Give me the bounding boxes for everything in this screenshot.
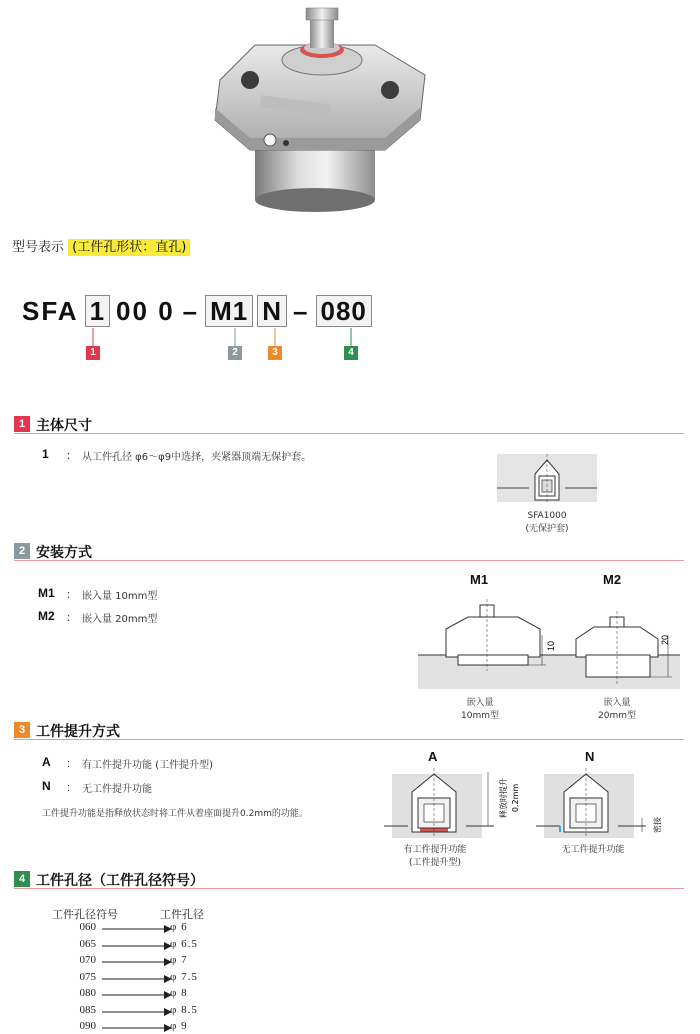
arrow-right-icon [102,957,172,967]
bore-row [60,1003,260,1019]
model-code-text: SFA [22,295,79,326]
bore-row [60,970,260,986]
mount-code-m1: M1 [38,586,55,600]
lift-side-label-n1: 密接 [653,817,662,833]
lift-code-n: N [42,779,51,793]
bore-row-code: 080 [79,987,96,999]
model-code [18,294,374,328]
arrow-right-icon [102,974,172,984]
mount-desc-m2: 嵌入量 20mm型 [82,614,158,625]
bore-row-code: 085 [79,1003,96,1016]
fig-caption-line: (工件提升型) [408,858,462,868]
bore-row-code: 070 [79,954,96,966]
mounting-figure [418,595,680,691]
lift-side-label-a1: 释放时提升 [499,778,508,818]
bore-row [60,920,260,936]
lift-desc-a: 有工件提升功能 (工件提升型) [82,760,213,771]
fig-caption-line: 有工件提升功能 [403,845,467,855]
section-title: 安装方式 [36,545,92,561]
mount-dim-m2: 20 [660,634,670,645]
section-title: 主体尺寸 [36,418,92,434]
mount-code-m2: M2 [38,609,55,623]
arrow-right-icon [102,1007,172,1017]
fig-caption-line: SFA1000 [527,511,567,521]
section-title: 工件提升方式 [36,724,120,740]
mount-fig-label-m1: M1 [470,572,489,587]
section-title: 工件孔径（工件孔径符号） [36,873,204,889]
model-code-text: – [182,295,200,326]
mount-fig-label-m2: M2 [603,572,622,587]
model-code-box: M1 [205,295,253,327]
bore-row-value: φ 6 [170,921,188,933]
bore-row-code: 065 [79,937,96,950]
lift-side-label-a2: 0.2mm [511,783,520,813]
section-number: 3 [14,722,30,738]
bore-row [60,1019,260,1034]
model-tag-connectors [0,326,700,348]
bore-row-code: 075 [79,970,96,983]
bore-row [60,986,260,1002]
model-tag-2: 2 [228,346,242,360]
mount-desc-m1: 嵌入量 10mm型 [82,591,158,602]
model-code-box: 080 [316,295,372,327]
bore-header-code: 工件孔径符号 [52,909,118,921]
bore-row-value: φ 7.5 [170,970,198,983]
fig-caption-line: 嵌入量 [603,698,631,708]
bore-header-value: 工件孔径 [160,909,204,921]
colon: ： [66,757,77,770]
model-tag-1: 1 [86,346,100,360]
model-title-prefix: 型号表示 [12,240,65,255]
bore-row-value: φ 8 [170,987,188,999]
model-code-box: N [257,295,287,327]
body-size-figure-caption [497,510,597,536]
section-header-mounting [14,541,684,561]
bore-row-code: 060 [79,921,96,933]
fig-caption-line: 嵌入量 [466,698,494,708]
arrow-right-icon [102,1023,172,1033]
fig-caption-line: 无工件提升功能 [561,845,625,855]
bore-row [60,953,260,969]
lift-fig-caption-n [548,844,638,857]
fig-caption-line: 10mm型 [461,711,499,721]
model-tag-4: 4 [344,346,358,360]
lift-fig-label-n: N [585,749,595,764]
mount-dim-m1: 10 [546,640,556,651]
product-photo [200,0,440,215]
model-designation-title [12,236,190,255]
model-code-text: – [293,295,310,326]
section-number: 2 [14,543,30,559]
bore-row-value: φ 6.5 [170,937,198,950]
lift-note: 工件提升功能是指释放状态时将工件从着座面提升0.2mm的功能。 [42,809,308,819]
body-size-desc: 从工件孔径 φ6～φ9中选择，夹紧器顶端无保护套。 [82,452,312,463]
model-tag-3: 3 [268,346,282,360]
colon: ： [66,588,77,601]
model-title-highlight: (工件孔形状：直孔) [68,239,190,256]
section-number: 1 [14,416,30,432]
bore-row-code: 090 [79,1020,96,1032]
bore-row-value: φ 8.5 [170,1003,198,1016]
fig-caption-line: 20mm型 [598,711,636,721]
model-code-text: 00 0 [116,295,175,326]
bore-row [60,937,260,953]
arrow-right-icon [102,924,172,934]
body-size-code: 1 [42,447,49,461]
section-header-lift [14,720,684,740]
section-header-body-size [14,414,684,434]
colon: ： [66,781,77,794]
section-header-bore [14,869,684,889]
lift-code-a: A [42,755,51,769]
section-number: 4 [14,871,30,887]
lift-fig-caption-a [390,844,480,870]
model-code-box: 1 [85,295,110,327]
bore-row-value: φ 7 [170,954,188,966]
bore-row-value: φ 9 [170,1020,188,1032]
arrow-right-icon [102,990,172,1000]
lift-desc-n: 无工件提升功能 [82,784,152,795]
body-size-figure [497,454,597,504]
colon: ： [66,611,77,624]
fig-caption-line: (无保护套) [525,524,569,534]
arrow-right-icon [102,941,172,951]
colon: ： [66,449,77,462]
lift-figure [384,768,684,840]
lift-fig-label-a: A [428,749,438,764]
